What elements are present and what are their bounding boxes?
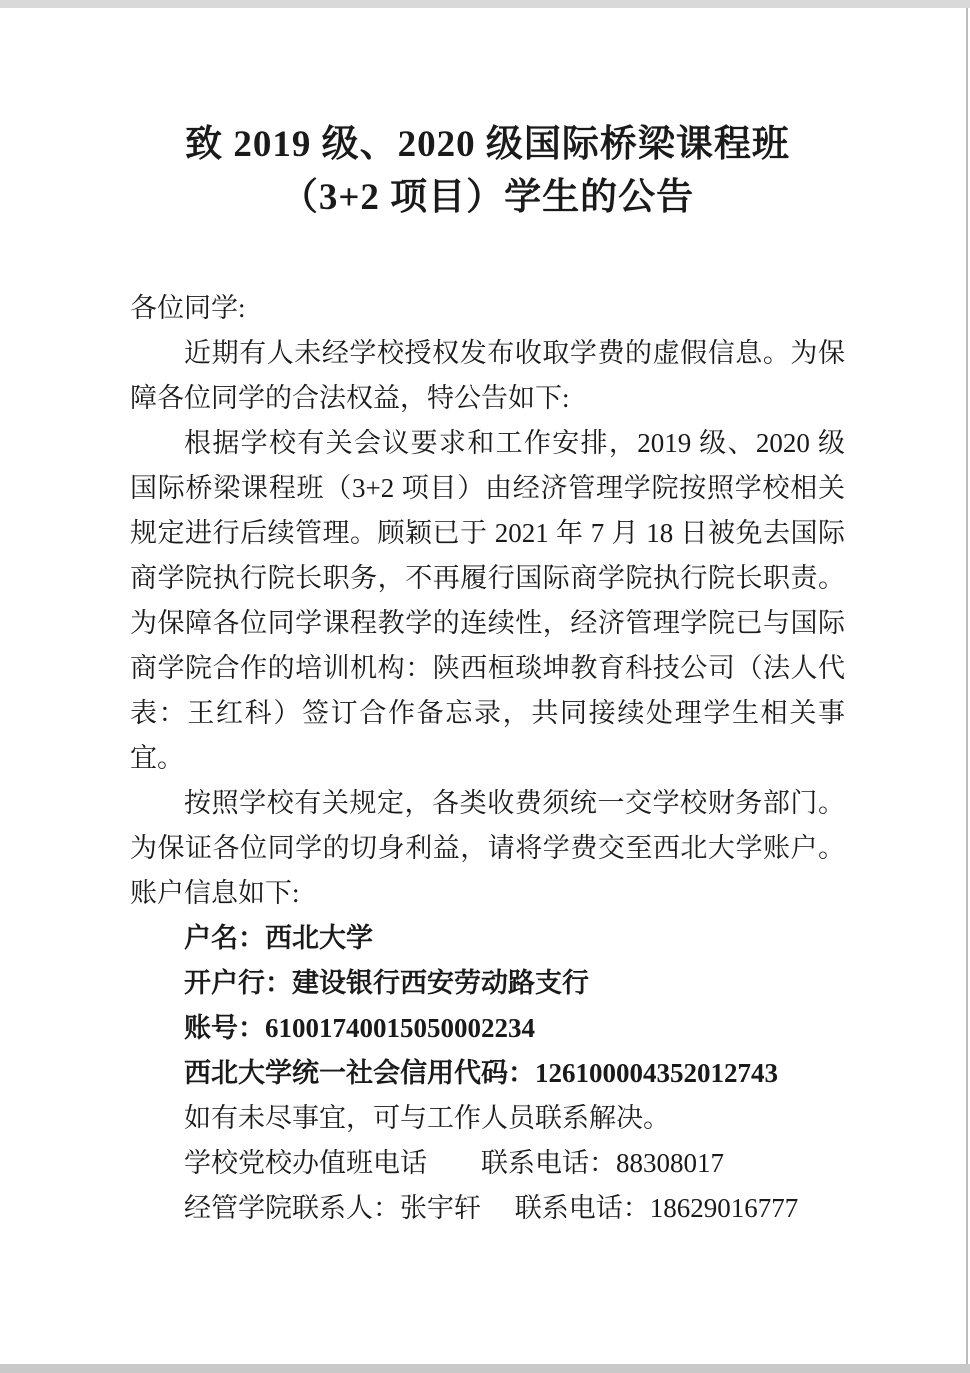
paragraph-management: 根据学校有关会议要求和工作安排，2019 级、2020 级国际桥梁课程班（3+2 项目）由经济管理学院按照学校相关规定进行后续管理。顾颖已于 2021 年 7 月 18 日被免去国际商学院执行院长职务，不再履行国际商学院执行院长职责。为保障各位同学课程教学的连续性，经济管理学院已与国际商学院合作的培训机构：陕西桓琰坤教育科技公司（法人代表：王红科）签订合作备忘录，共同接续处理学生相关事宜。: [130, 428, 845, 773]
notice-body: [130, 286, 845, 1231]
paragraph-payment: 按照学校有关规定，各类收费须统一交学校财务部门。为保证各位同学的切身利益，请将学费交至西北大学账户。账户信息如下:: [130, 788, 845, 908]
note-college-contact-phone: 经管学院联系人：张宇轩 联系电话：18629016777: [184, 1193, 799, 1223]
paragraph-warning: 近期有人未经学校授权发布收取学费的虚假信息。为保障各位同学的合法权益，特公告如下:: [130, 338, 845, 413]
page-bottom-edge: [0, 1364, 970, 1373]
notice-title-line-2: （3+2 项目）学生的公告: [280, 177, 695, 218]
notice-title: [130, 118, 845, 224]
note-contact-general: 如有未尽事宜，可与工作人员联系解决。: [184, 1103, 670, 1133]
account-number-line: 账号：61001740015050002234: [184, 1013, 535, 1043]
note-school-office-phone: 学校党校办值班电话 联系电话：88308017: [184, 1148, 724, 1178]
salutation: 各位同学:: [130, 293, 246, 323]
account-holder-line: 户名：西北大学: [184, 923, 373, 953]
notice-title-line-1: 致 2019 级、2020 级国际桥梁课程班: [185, 124, 790, 165]
credit-code-line: 西北大学统一社会信用代码：126100004352012743: [184, 1058, 778, 1088]
account-bank-line: 开户行：建设银行西安劳动路支行: [184, 968, 589, 998]
